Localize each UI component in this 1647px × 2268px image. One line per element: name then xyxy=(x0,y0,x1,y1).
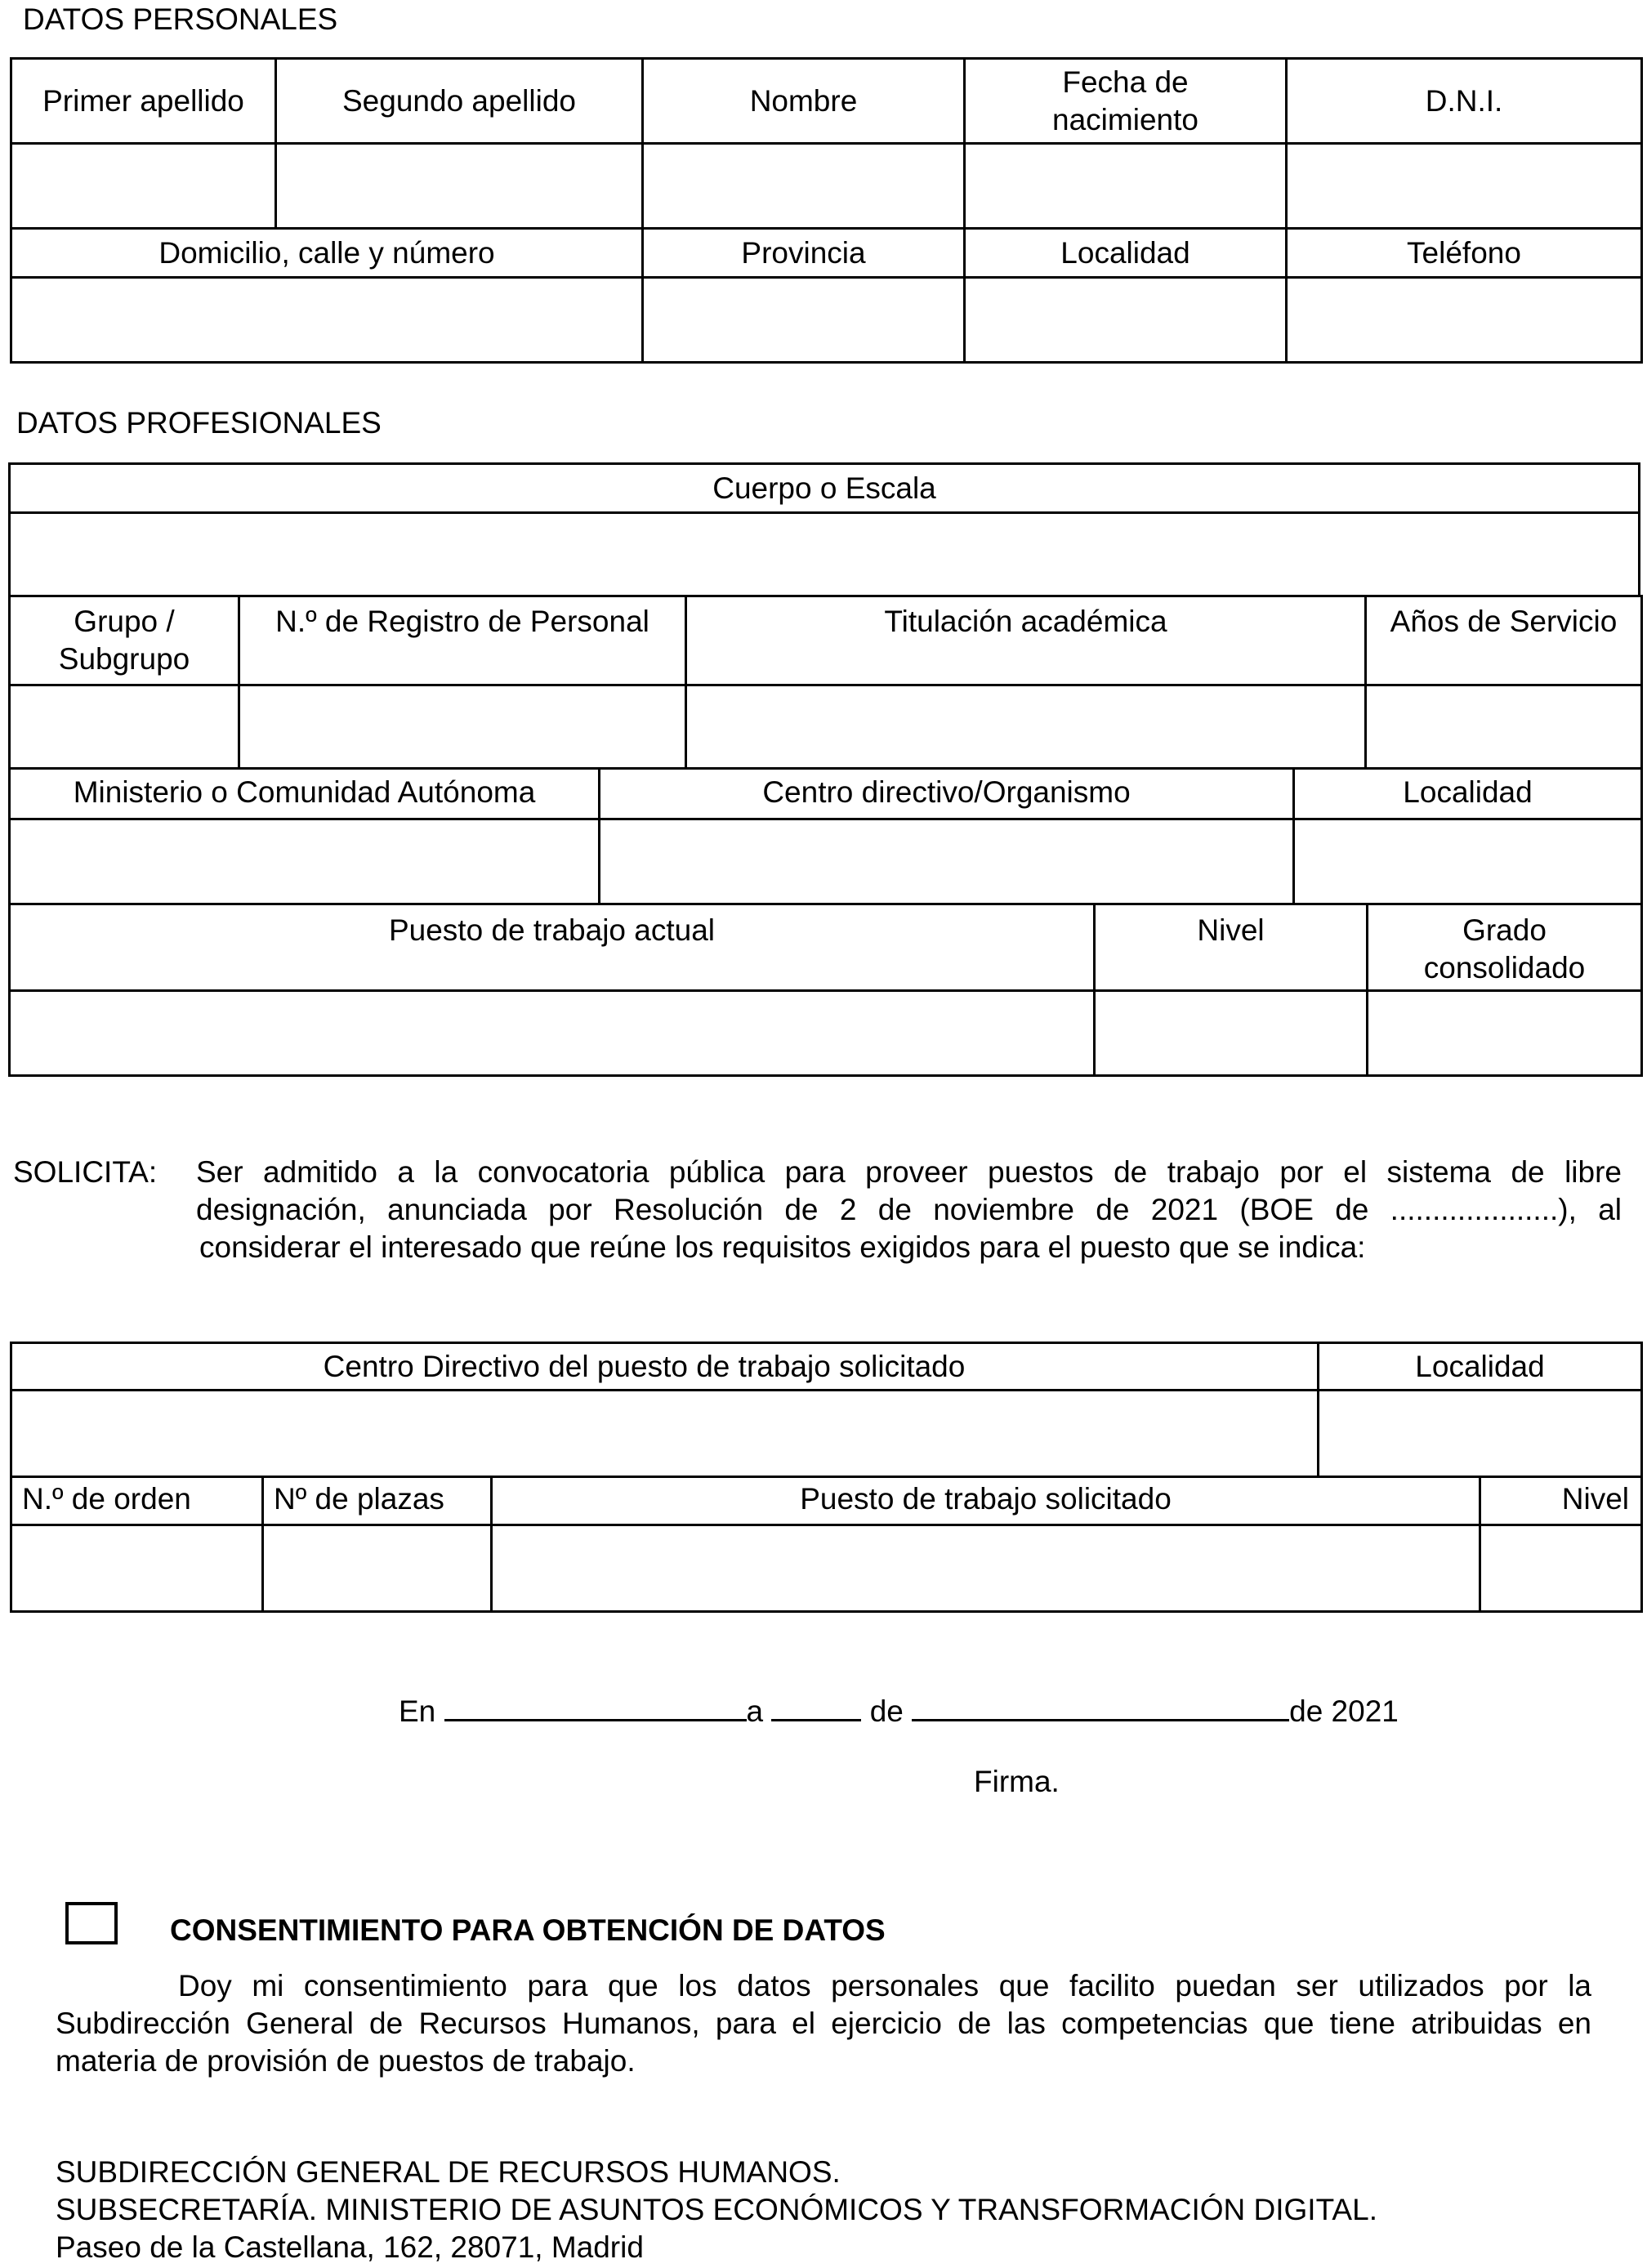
cell-nivel-solicitado[interactable] xyxy=(1480,1525,1642,1611)
cell-primer-apellido[interactable] xyxy=(11,144,276,229)
dni-input[interactable] xyxy=(1288,169,1640,203)
cell-segundo-apellido[interactable] xyxy=(276,144,643,229)
centro-directivo-input[interactable] xyxy=(600,844,1292,878)
header-nombre: Nombre xyxy=(643,59,965,144)
header-puesto-solicitado: Puesto de trabajo solicitado xyxy=(492,1476,1480,1525)
footer-line-2: SUBSECRETARÍA. MINISTERIO DE ASUNTOS ECONÓMICOS Y TRANSFORMACIÓN DIGITAL. xyxy=(56,2193,1377,2226)
cell-grupo-subgrupo[interactable] xyxy=(10,685,239,768)
consent-checkbox[interactable] xyxy=(65,1902,118,1944)
consent-text: Doy mi consentimiento para que los datos personales que facilito puedan ser utilizados por la Subdirección General de Recursos Humanos, para el ejercicio de las competencias que tiene atribuidas en materia de provisión de puestos de trabajo. xyxy=(56,1969,1591,2078)
nivel-solicitado-input[interactable] xyxy=(1481,1551,1640,1585)
header-dni: D.N.I. xyxy=(1287,59,1642,144)
cell-grado-consolidado[interactable] xyxy=(1368,990,1642,1075)
signature-de: de xyxy=(869,1694,904,1728)
cell-puesto-actual[interactable] xyxy=(10,990,1095,1075)
cell-titulacion[interactable] xyxy=(686,685,1366,768)
cell-dni[interactable] xyxy=(1287,144,1642,229)
cell-cuerpo-escala[interactable] xyxy=(10,513,1640,596)
cell-localidad[interactable] xyxy=(965,278,1287,363)
solicita-label: SOLICITA: xyxy=(13,1155,158,1189)
cell-numero-plazas[interactable] xyxy=(263,1525,492,1611)
cell-ministerio[interactable] xyxy=(10,819,600,904)
header-localidad-solicitado: Localidad xyxy=(1319,1343,1642,1391)
solicita-line-2: designación, anunciada por Resolución de 2 de noviembre de 2021 (BOE de ....................), al xyxy=(196,1193,1622,1226)
puesto-actual-input[interactable] xyxy=(11,1016,1093,1050)
signature-place-blank[interactable] xyxy=(444,1686,747,1721)
footer-line-1: SUBDIRECCIÓN GENERAL DE RECURSOS HUMANOS. xyxy=(56,2155,841,2189)
header-centro-solicitado: Centro Directivo del puesto de trabajo solicitado xyxy=(11,1343,1319,1391)
cell-centro-solicitado[interactable] xyxy=(11,1391,1319,1477)
header-localidad: Localidad xyxy=(965,229,1287,278)
grado-consolidado-input[interactable] xyxy=(1368,1016,1640,1050)
titulacion-input[interactable] xyxy=(687,709,1364,743)
signature-day-blank[interactable] xyxy=(771,1686,861,1721)
header-numero-plazas: Nº de plazas xyxy=(263,1476,492,1525)
fecha-nacimiento-input[interactable] xyxy=(966,169,1285,203)
signature-year: de 2021 xyxy=(1289,1694,1399,1728)
segundo-apellido-input[interactable] xyxy=(277,169,641,203)
localidad-input[interactable] xyxy=(966,303,1285,337)
cell-centro-directivo[interactable] xyxy=(600,819,1294,904)
cell-domicilio[interactable] xyxy=(11,278,643,363)
professional-cuerpo-table xyxy=(8,462,1640,597)
cell-provincia[interactable] xyxy=(643,278,965,363)
consent-title: CONSENTIMIENTO PARA OBTENCIÓN DE DATOS xyxy=(170,1913,886,1947)
cell-localidad-solicitado[interactable] xyxy=(1319,1391,1642,1477)
cell-nombre[interactable] xyxy=(643,144,965,229)
primer-apellido-input[interactable] xyxy=(12,169,274,203)
header-primer-apellido: Primer apellido xyxy=(11,59,276,144)
section-title-professional: DATOS PROFESIONALES xyxy=(16,406,382,440)
numero-orden-input[interactable] xyxy=(12,1551,261,1585)
header-registro-personal: N.º de Registro de Personal xyxy=(239,595,686,685)
signature-en: En xyxy=(399,1694,436,1728)
signature-firma: Firma. xyxy=(974,1765,1060,1798)
grupo-subgrupo-input[interactable] xyxy=(11,709,238,743)
signature-month-blank[interactable] xyxy=(912,1686,1289,1721)
cell-fecha-nacimiento[interactable] xyxy=(965,144,1287,229)
telefono-input[interactable] xyxy=(1288,303,1640,337)
provincia-input[interactable] xyxy=(644,303,963,337)
anos-servicio-input[interactable] xyxy=(1367,709,1640,743)
localidad-solicitado-input[interactable] xyxy=(1319,1417,1640,1451)
puesto-solicitado-input[interactable] xyxy=(493,1551,1479,1585)
footer-line-3: Paseo de la Castellana, 162, 28071, Madrid xyxy=(56,2230,644,2264)
localidad-prof-input[interactable] xyxy=(1295,844,1640,878)
requested-job-table xyxy=(10,1476,1643,1613)
solicita-line-3: considerar el interesado que reúne los requisitos exigidos para el puesto que se indica: xyxy=(199,1230,1366,1264)
header-titulacion: Titulación académica xyxy=(686,595,1366,685)
cell-puesto-solicitado[interactable] xyxy=(492,1525,1480,1611)
signature-line xyxy=(399,1686,1399,1730)
header-cuerpo-escala: Cuerpo o Escala xyxy=(10,464,1640,513)
nivel-actual-input[interactable] xyxy=(1096,1016,1366,1050)
domicilio-input[interactable] xyxy=(12,303,641,337)
header-domicilio: Domicilio, calle y número xyxy=(11,229,643,278)
cuerpo-escala-input[interactable] xyxy=(11,538,1638,572)
personal-data-table xyxy=(10,57,1643,364)
ministerio-input[interactable] xyxy=(11,844,598,878)
numero-plazas-input[interactable] xyxy=(264,1551,490,1585)
header-ministerio: Ministerio o Comunidad Autónoma xyxy=(10,768,600,819)
header-grupo-subgrupo: Grupo / Subgrupo xyxy=(10,595,239,685)
professional-job-table xyxy=(8,904,1643,1077)
cell-anos-servicio[interactable] xyxy=(1366,685,1642,768)
signature-a: a xyxy=(746,1694,764,1728)
centro-solicitado-input[interactable] xyxy=(12,1417,1317,1451)
header-anos-servicio: Años de Servicio xyxy=(1366,595,1642,685)
section-title-personal: DATOS PERSONALES xyxy=(23,2,338,36)
header-telefono: Teléfono xyxy=(1287,229,1642,278)
header-centro-directivo: Centro directivo/Organismo xyxy=(600,768,1294,819)
header-segundo-apellido: Segundo apellido xyxy=(276,59,643,144)
professional-grupo-table xyxy=(8,595,1643,770)
cell-registro-personal[interactable] xyxy=(239,685,686,768)
cell-numero-orden[interactable] xyxy=(11,1525,263,1611)
header-nivel-solicitado: Nivel xyxy=(1480,1476,1642,1525)
cell-telefono[interactable] xyxy=(1287,278,1642,363)
header-provincia: Provincia xyxy=(643,229,965,278)
header-fecha-nacimiento: Fecha de nacimiento xyxy=(965,59,1287,144)
header-grado-consolidado: Grado consolidado xyxy=(1368,904,1642,990)
header-puesto-actual: Puesto de trabajo actual xyxy=(10,904,1095,990)
registro-personal-input[interactable] xyxy=(240,709,685,743)
nombre-input[interactable] xyxy=(644,169,963,203)
solicita-line-1: Ser admitido a la convocatoria pública para proveer puestos de trabajo por el sistema de libre xyxy=(196,1155,1622,1189)
professional-ministry-table xyxy=(8,768,1643,905)
header-numero-orden: N.º de orden xyxy=(11,1476,263,1525)
header-nivel-actual: Nivel xyxy=(1095,904,1368,990)
cell-localidad-prof[interactable] xyxy=(1294,819,1642,904)
header-localidad-prof: Localidad xyxy=(1294,768,1642,819)
requested-center-table xyxy=(10,1342,1643,1478)
cell-nivel-actual[interactable] xyxy=(1095,990,1368,1075)
